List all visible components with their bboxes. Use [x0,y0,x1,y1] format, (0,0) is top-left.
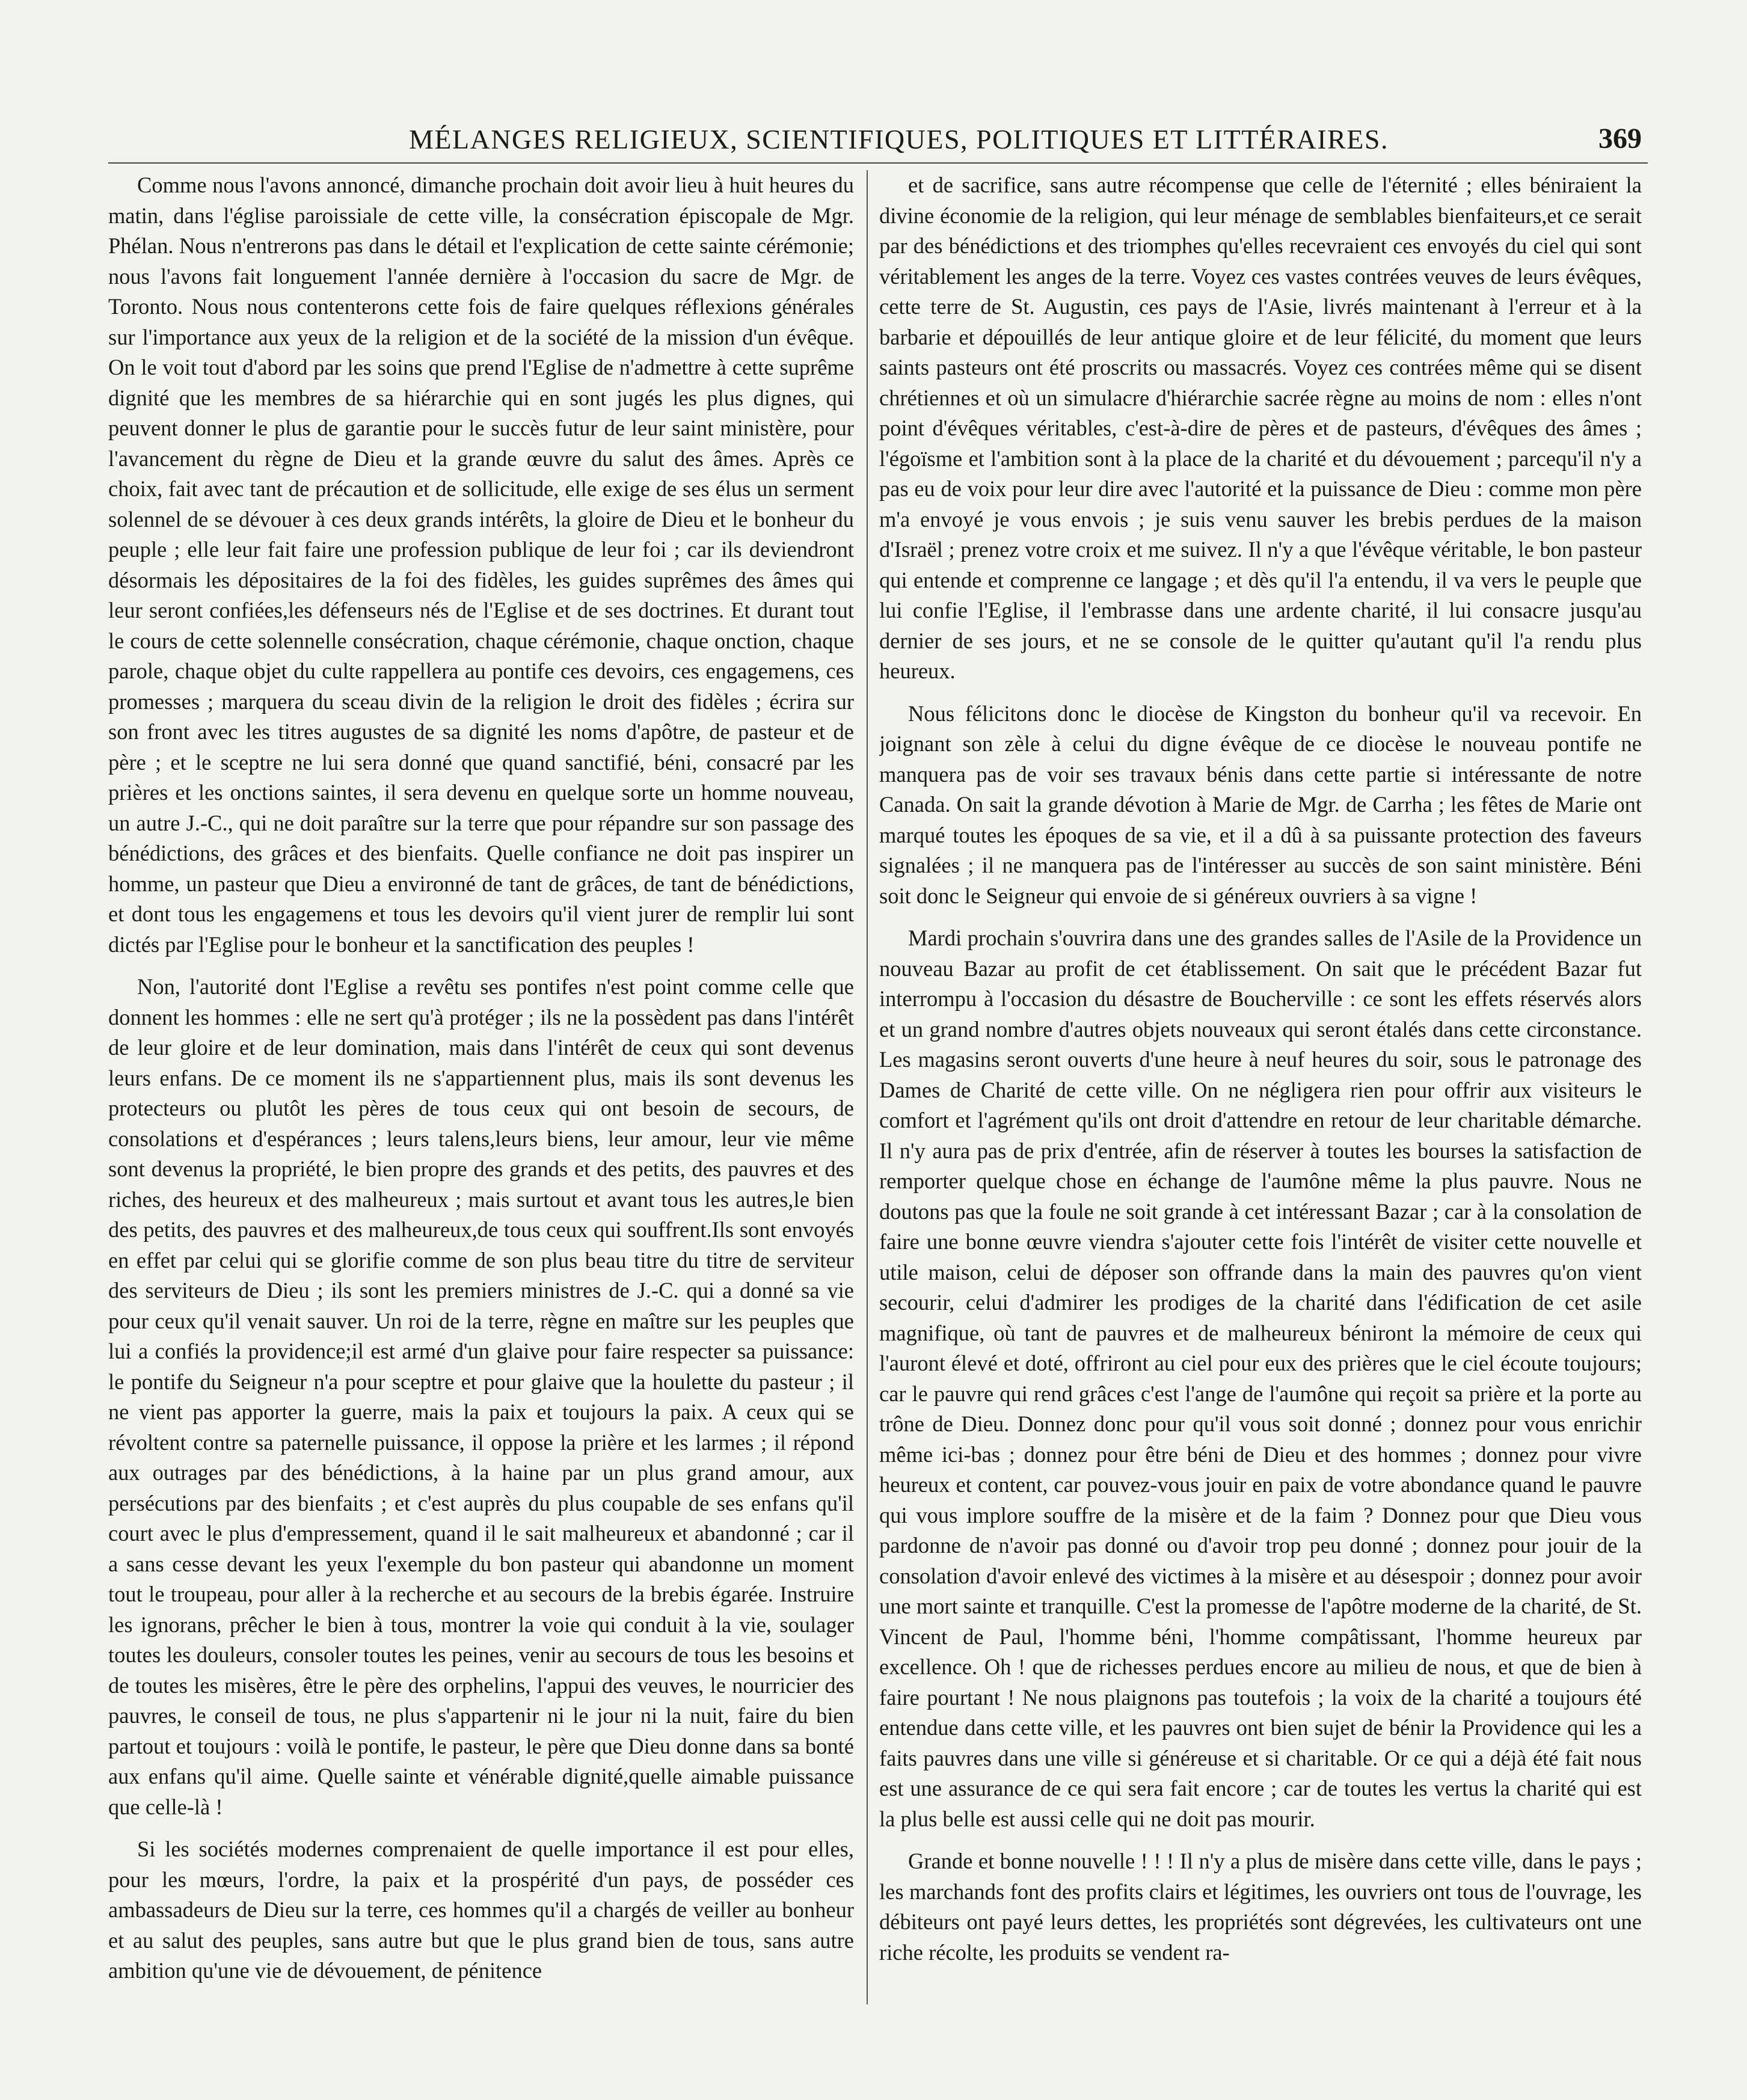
article-paragraph: Grande et bonne nouvelle ! ! ! Il n'y a plus de misère dans cette ville, dans le pays ; les marchands font des profits clairs et légitimes, les ouvriers ont tous de l'ouvrage, les débiteurs ont payé leurs dettes, les propriétés sont dégrevées, les cultivateurs ont une riche récolte, les produits se vendent ra- [879,1849,1642,1965]
header-rule [108,162,1648,164]
article-paragraph: Comme nous l'avons annoncé, dimanche prochain doit avoir lieu à huit heures du matin, dans l'église paroissiale de cette ville, la consécration épiscopale de Mgr. Phélan. Nous n'entrerons pas dans le détail et l'explication de cette sainte cérémonie; nous l'avons fait longuement l'année dernière à l'occasion du sacre de Mgr. de Toronto. Nous nous contenterons cette fois de faire quelques réflexions générales sur l'importance aux yeux de la religion et de la société de la mission d'un évêque. On le voit tout d'abord par les soins que prend l'Eglise de n'admettre à cette suprême dignité que les membres de sa hiérarchie qui en sont jugés les plus dignes, qui peuvent donner le plus de garantie pour le succès futur de leur saint ministère, pour l'avancement du règne de Dieu et la grande œuvre du salut des âmes. Après ce choix, fait avec tant de précaution et de sollicitude, elle exige de ses élus un serment solennel de se dévouer à ces deux grands intérêts, la gloire de Dieu et le bonheur du peuple ; elle leur fait faire une profession publique de leur foi ; car ils deviendront désormais les dépositaires de la foi des fidèles, les guides suprêmes des âmes qui leur seront confiées,les défenseurs nés de l'Eglise et de ses doctrines. Et durant tout le cours de cette solennelle consécration, chaque cérémonie, chaque onction, chaque parole, chaque objet du culte rappellera au pontife ces devoirs, ces engagemens, ces promesses ; marquera du sceau divin de la religion le droit des fidèles ; écrira sur son front avec les titres augustes de sa dignité les noms d'apôtre, de pasteur et de père ; et le sceptre ne lui sera donné que quand sanctifié, béni, consacré par les prières et les onctions saintes, il sera devenu en quelque sorte un homme nouveau, un autre J.-C., qui ne doit paraître sur la terre que pour répandre sur son passage des bénédictions, des grâces et des bienfaits. Quelle confiance ne doit pas inspirer un homme, un pasteur que Dieu a environné de tant de grâces, de tant de bénédictions, et dont tous les engagemens et tous les devoirs qu'il vient jurer de remplir lui sont dictés par l'Eglise pour le bonheur et la sanctification des peuples ! [108,173,854,957]
article-paragraph: Si les sociétés modernes comprenaient de quelle importance il est pour elles, pour les mœurs, l'ordre, la paix et la prospérité d'un pays, de posséder ces ambassadeurs de Dieu sur la terre, ces hommes qu'il a chargés de veiller au bonheur et au salut des peuples, sans autre but que le plus grand bien de tous, sans autre ambition qu'une vie de dévouement, de pénitence [108,1837,854,1983]
article-paragraph: Nous félicitons donc le diocèse de Kingston du bonheur qu'il va recevoir. En joignant son zèle à celui du digne évêque de ce diocèse le nouveau pontife ne manquera pas de voir ses travaux bénis dans cette partie si intéressante de notre Canada. On sait la grande dévotion à Marie de Mgr. de Carrha ; les fêtes de Marie ont marqué toutes les époques de sa vie, et il a dû à sa puissante protection des faveurs signalées ; il ne manquera pas de l'intéresser au succès de son saint ministère. Béni soit donc le Seigneur qui envoie de si généreux ouvriers à sa vigne ! [879,701,1642,908]
article-paragraph: et de sacrifice, sans autre récompense que celle de l'éternité ; elles béniraient la divine économie de la religion, qui leur ménage de semblables bienfaiteurs,et ce serait par des bénédictions et des triomphes qu'elles recevraient ces envoyés du ciel qui sont véritablement les anges de la terre. Voyez ces vastes contrées veuves de leurs évêques, cette terre de St. Augustin, ces pays de l'Asie, livrés maintenant à l'erreur et à la barbarie et dépouillés de leur antique gloire et de leur félicité, du moment que leurs saints pasteurs ont été proscrits ou massacrés. Voyez ces contrées même qui se disent chrétiennes et où un simulacre d'hiérarchie sacrée règne au moins de nom : elles n'ont point d'évêques véritables, c'est-à-dire de pères et de pasteurs, d'évêques des âmes ; l'égoïsme et l'ambition sont à la place de la charité et du dévouement ; parcequ'il n'y a pas eu de voix pour leur dire avec l'autorité et la puissance de Dieu : comme mon père m'a envoyé je vous envois ; je suis venu sauver les brebis perdues de la maison d'Israël ; prenez votre croix et me suivez. Il n'y a que l'évêque véritable, le bon pasteur qui entende et comprenne ce langage ; et dès qu'il l'a entendu, il va vers le peuple que lui confie l'Eglise, il l'embrasse dans une ardente charité, il lui consacre jusqu'au dernier de ses jours, et ne se console de le quitter qu'autant qu'il l'a rendu plus heureux. [879,173,1642,683]
page-header [108,123,1648,159]
page-number: 369 [1598,123,1642,155]
left-column [108,170,854,2010]
article-paragraph: Mardi prochain s'ouvrira dans une des grandes salles de l'Asile de la Providence un nouveau Bazar au profit de cet établissement. On sait que le précédent Bazar fut interrompu à l'occasion du désastre de Boucherville : ce sont les effets réservés alors et un grand nombre d'autres objets nouveaux qui seront étalés dans cette circonstance. Les magasins seront ouverts d'une heure à neuf heures du soir, sous le patronage des Dames de Charité de cette ville. On ne négligera rien pour offrir aux visiteurs le comfort et l'agrément qu'ils ont droit d'attendre en retour de leur charitable démarche. Il n'y aura pas de prix d'entrée, afin de réserver à toutes les bourses la satisfaction de remporter quelque chose en échange de l'aumône même la plus pauvre. Nous ne doutons pas que la foule ne soit grande à cet intéressant Bazar ; car à la consolation de faire une bonne œuvre viendra s'ajouter cette fois l'intérêt de visiter cette nouvelle et utile maison, celui de déposer son offrande dans la main des pauvres qu'on vient secourir, celui d'admirer les prodiges de la charité dans l'édification de cet asile magnifique, où tant de pauvres et de malheureux béniront la mémoire de ceux qui l'auront élevé et doté, offriront au ciel pour eux des prières que le ciel écoute toujours; car le pauvre qui rend grâces c'est l'ange de l'aumône qui reçoit sa prière et la porte au trône de Dieu. Donnez donc pour qu'il vous soit donné ; donnez pour vous enrichir même ici-bas ; donnez pour être béni de Dieu et des hommes ; donnez pour vivre heureux et content, car pouvez-vous jouir en paix de votre abondance quand le pauvre qui vous implore souffre de la misère et de la faim ? Donnez pour que Dieu vous pardonne de n'avoir pas donné ou d'avoir trop peu donné ; donnez pour jouir de la consolation d'avoir enlevé des victimes à la misère et au désespoir ; donnez pour avoir une mort sainte et tranquille. C'est la promesse de l'apôtre moderne de la charité, de St. Vincent de Paul, l'homme béni, l'homme compâtissant, l'homme heureux par excellence. Oh ! que de richesses perdues encore au milieu de nous, et que de bien à faire pourtant ! Ne nous plaignons pas toutefois ; la voix de la charité a toujours été entendue dans cette ville, et les pauvres ont bien sujet de bénir la Providence qui les a faits pauvres dans une ville si généreuse et si charitable. Or ce qui a déjà été fait nous est une assurance de ce qui sera fait encore ; car de toutes les vertus la charité qui est la plus belle est aussi celle qui ne doit pas mourir. [879,926,1642,1831]
article-paragraph: Non, l'autorité dont l'Eglise a revêtu ses pontifes n'est point comme celle que donnent les hommes : elle ne sert qu'à protéger ; ils ne la possèdent pas dans l'intérêt de leur gloire et de leur domination, mais dans l'intérêt de ceux qui sont devenus leurs enfans. De ce moment ils ne s'appartiennent plus, mais ils sont devenus les protecteurs ou plutôt les pères de tous ceux qui ont besoin de secours, de consolations et d'espérances ; leurs talens,leurs biens, leur amour, leur vie même sont devenus la propriété, le bien propre des grands et des petits, des pauvres et des riches, des heureux et des malheureux ; mais surtout et avant tous les autres,le bien des petits, des pauvres et des malheureux,de tous ceux qui souffrent.Ils sont envoyés en effet par celui qui se glorifie comme de son plus beau titre du titre de serviteur des serviteurs de Dieu ; ils sont les premiers ministres de J.-C. qui a donné sa vie pour ceux qu'il venait sauver. Un roi de la terre, règne en maître sur les peuples que lui a confiés la providence;il est armé d'un glaive pour faire respecter sa puissance: le pontife du Seigneur n'a pour sceptre et pour glaive que la houlette du pasteur ; il ne vient pas apporter la guerre, mais la paix et toujours la paix. A ceux qui se révoltent contre sa paternelle puissance, il oppose la prière et les larmes ; il répond aux outrages par des bénédictions, à la haine par un plus grand amour, aux persécutions par des bienfaits ; et c'est auprès du plus coupable de ses enfans qu'il court avec le plus d'empressement, quand il le sait malheureux et abandonné ; car il a sans cesse devant les yeux l'exemple du bon pasteur qui abandonne un moment tout le troupeau, pour aller à la recherche et au secours de la brebis égarée. Instruire les ignorans, prêcher le bien à tous, montrer la voie qui conduit à la vie, soulager toutes les douleurs, consoler toutes les peines, venir au secours de tous les besoins et de toutes les misères, être le père des orphelins, l'appui des veuves, le nourricier des pauvres, le conseil de tous, ne plus s'appartenir ni le jour ni la nuit, faire du bien partout et toujours : voilà le pontife, le pasteur, le père que Dieu donne dans sa bonté aux enfans qu'il aime. Quelle sainte et vénérable dignité,quelle aimable puissance que celle-là ! [108,974,854,1819]
column-divider [867,170,868,2004]
running-title: MÉLANGES RELIGIEUX, SCIENTIFIQUES, POLITIQUES ET LITTÉRAIRES. [409,124,1389,155]
right-column [879,170,1642,2010]
